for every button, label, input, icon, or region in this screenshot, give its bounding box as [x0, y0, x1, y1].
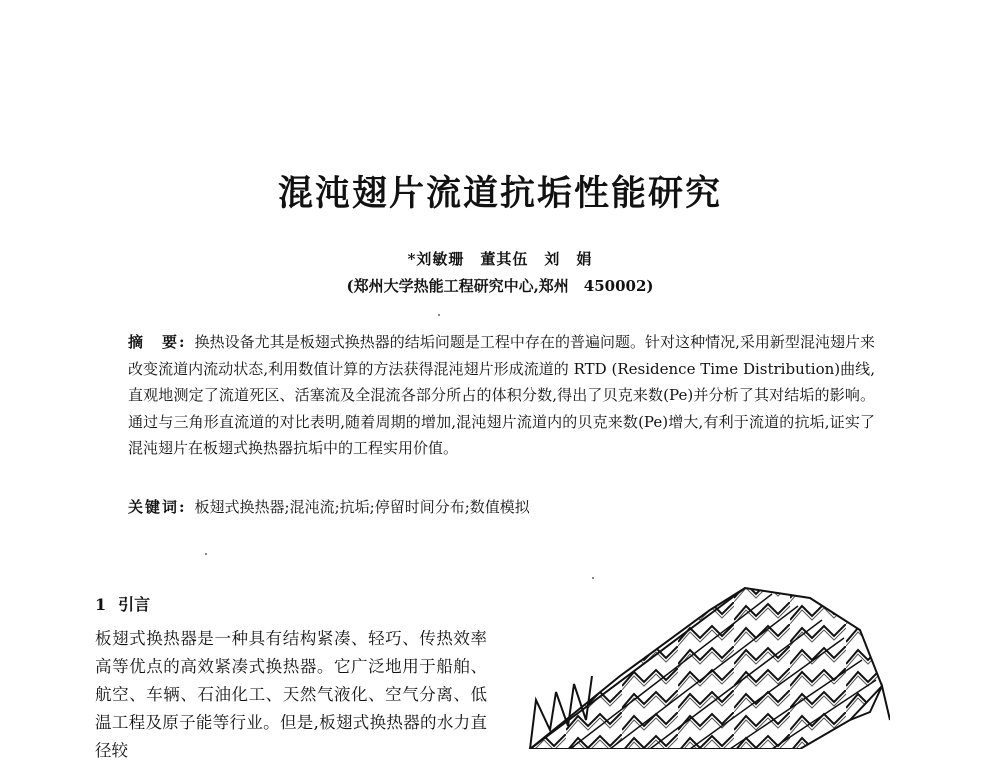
- paper-title: 混沌翅片流道抗垢性能研究: [277, 173, 722, 214]
- affiliation: (郑州大学热能工程研究中心,郑州 450002): [346, 277, 654, 295]
- abstract-text: 换热设备尤其是板翅式换热器的结垢问题是工程中存在的普遍问题。针对这种情况,采用新型混沌翅片来改变流道内流动状态,利用数值计算的方法获得混沌翅片形成流道的 RTD (Residence Time Distribution)曲线,直观地测定了流道死区、活塞流及全混流各部分所占的体积分数,得出了贝克来数(Pe)并分析了其对结垢的影响。通过与三角形直流道的对比表明,随着周期的增加,混沌翅片流道内的贝克来数(Pe)增大,有利于流道的抗垢,证实了混沌翅片在板翅式换热器抗垢中的工程实用价值。: [128, 333, 875, 457]
- abstract: [128, 329, 875, 462]
- section-body: 板翅式换热器是一种具有结构紧凑、轻巧、传热效率高等优点的高效紧凑式换热器。它广泛地用于船舶、航空、车辆、石油化工、天然气液化、空气分离、低温工程及原子能等行业。但是,板翅式换热器的水力直径较: [95, 629, 487, 760]
- abstract-label: 摘 要:: [128, 333, 187, 351]
- section-number: 1: [95, 595, 107, 614]
- section-heading: [95, 592, 150, 615]
- scan-speck: [205, 553, 207, 555]
- keywords-text: 板翅式换热器;混沌流;抗垢;停留时间分布;数值模拟: [194, 498, 530, 516]
- section-title: 引言: [118, 595, 151, 614]
- author-list: *刘敏珊 董其伍 刘 娟: [407, 250, 593, 268]
- fin-array-body: [530, 588, 890, 749]
- scan-speck: [592, 577, 594, 579]
- chaotic-fin-illustration: [510, 580, 890, 749]
- keywords: [128, 494, 875, 520]
- keywords-label: 关键词:: [128, 498, 187, 516]
- scan-speck: [438, 314, 440, 316]
